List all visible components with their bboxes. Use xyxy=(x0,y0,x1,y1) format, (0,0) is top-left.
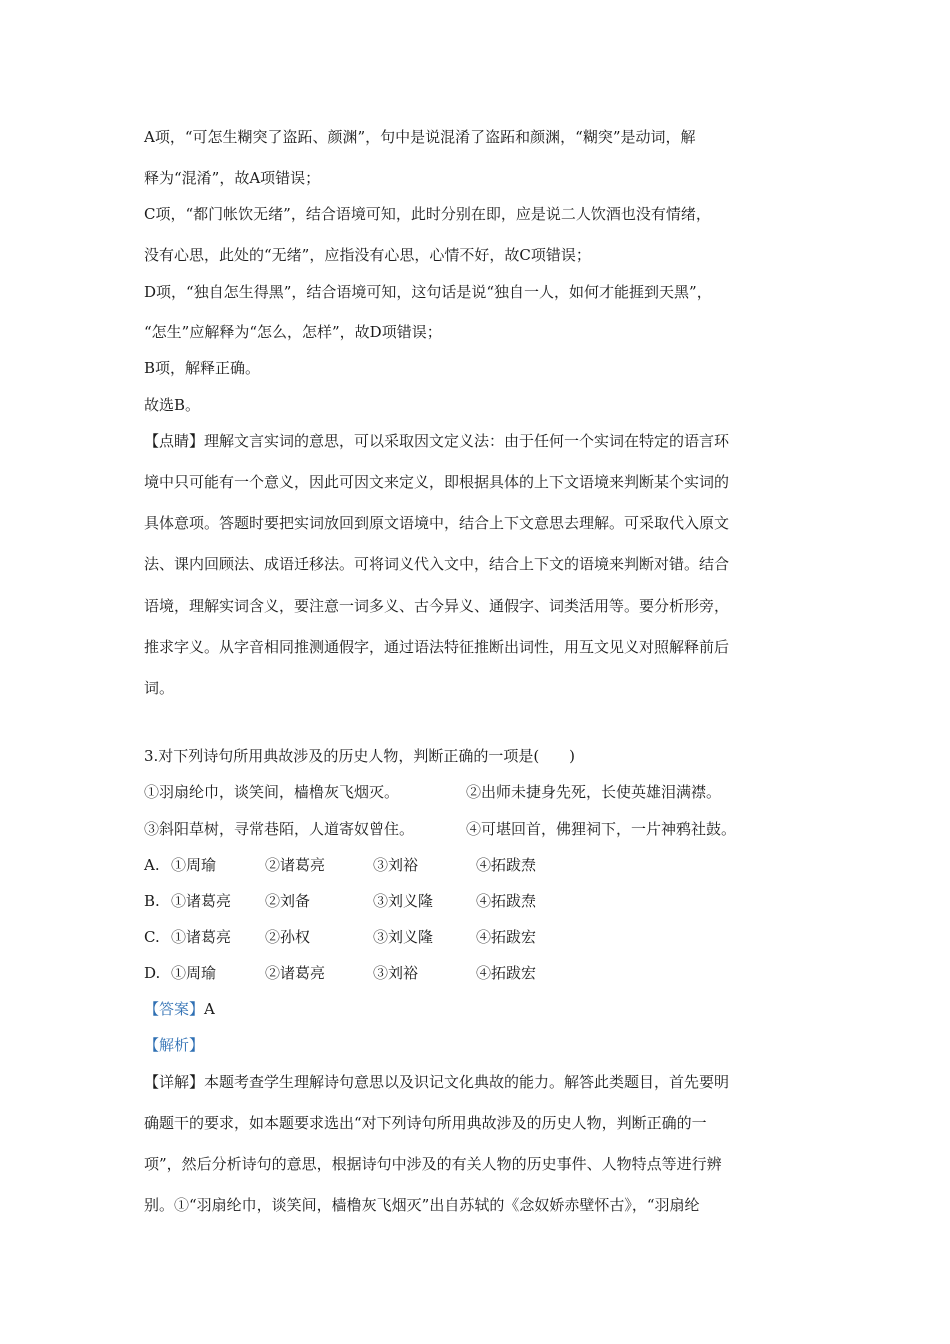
poem-line: ①羽扇纶巾，谈笑间，樯橹灰飞烟灭。 xyxy=(144,783,400,801)
analysis-line: 故选B。 xyxy=(144,396,201,414)
analysis-line: C项，“都门帐饮无绪”，结合语境可知，此时分别在即，应是说二人饮酒也没有情绪， xyxy=(144,205,711,223)
analysis-line: D项，“独自怎生得黑”，结合语境可知，这句话是说“独自一人，如何才能捱到天黑”， xyxy=(144,283,712,301)
option-item: ②诸葛亮 xyxy=(265,856,326,874)
option-item: ④拓跋宏 xyxy=(476,928,537,946)
question-stem: 3.对下列诗句所用典故涉及的历史人物，判断正确的一项是( ) xyxy=(144,747,576,765)
option-item: ③刘裕 xyxy=(373,856,419,874)
option-letter: D. xyxy=(144,964,161,982)
dianjing-paragraph-first xyxy=(144,431,830,451)
detail-line: 项”，然后分析诗句的意思，根据诗句中涉及的有关人物的历史事件、人物特点等进行辨 xyxy=(144,1155,722,1173)
analysis-line: A项，“可怎生糊突了盗跖、颜渊”，句中是说混淆了盗跖和颜渊，“糊突”是动词，解 xyxy=(144,128,696,146)
option-letter: B. xyxy=(144,892,160,910)
dianjing-line: 具体意项。答题时要把实词放回到原文语境中，结合上下文意思去理解。可采取代入原文 xyxy=(144,514,730,532)
analysis-tag: 【解析】 xyxy=(144,1036,205,1054)
option-item: ①诸葛亮 xyxy=(171,892,232,910)
poem-line: ④可堪回首，佛狸祠下，一片神鸦社鼓。 xyxy=(466,820,737,838)
dianjing-line: 法、课内回顾法、成语迁移法。可将词义代入文中，结合上下文的语境来判断对错。结合 xyxy=(144,555,730,573)
answer-value: A xyxy=(204,1000,215,1018)
option-item: ③刘裕 xyxy=(373,964,419,982)
detail-line: 别。①“羽扇纶巾，谈笑间，樯橹灰飞烟灭”出自苏轼的《念奴娇赤壁怀古》，“羽扇纶 xyxy=(144,1196,700,1214)
analysis-line: “怎生”应解释为“怎么，怎样”，故D项错误； xyxy=(144,323,442,341)
dianjing-line: 境中只可能有一个意义，因此可因文来定义，即根据具体的上下文语境来判断某个实词的 xyxy=(144,473,730,491)
option-item: ①周瑜 xyxy=(171,964,217,982)
poem-line: ③斜阳草树，寻常巷陌，人道寄奴曾住。 xyxy=(144,820,415,838)
dianjing-line: 语境，理解实词含义，要注意一词多义、古今异义、通假字、词类活用等。要分析形旁， xyxy=(144,597,730,615)
poem-line: ②出师未捷身先死，长使英雄泪满襟。 xyxy=(466,783,722,801)
option-item: ①周瑜 xyxy=(171,856,217,874)
dianjing-line: 推求字义。从字音相同推测通假字，通过语法特征推断出词性，用互文见义对照解释前后 xyxy=(144,638,730,656)
detail-tag: 【详解】 xyxy=(144,1073,205,1091)
detail-line: 确题干的要求，如本题要求选出“对下列诗句所用典故涉及的历史人物，判断正确的一 xyxy=(144,1114,707,1132)
option-item: ③刘义隆 xyxy=(373,892,434,910)
dianjing-line: 理解文言实词的意思，可以采取因文定义法：由于任何一个实词在特定的语言环 xyxy=(204,432,730,450)
detail-line: 本题考查学生理解诗句意思以及识记文化典故的能力。解答此类题目，首先要明 xyxy=(204,1073,730,1091)
option-item: ③刘义隆 xyxy=(373,928,434,946)
analysis-heading xyxy=(144,1035,830,1055)
option-item: ④拓跋焘 xyxy=(476,892,537,910)
option-item: ④拓跋焘 xyxy=(476,856,537,874)
option-letter: C. xyxy=(144,928,160,946)
answer-line xyxy=(144,999,830,1019)
answer-tag: 【答案】 xyxy=(144,1000,205,1018)
option-item: ②刘备 xyxy=(265,892,311,910)
analysis-line: 释为“混淆”，故A项错误； xyxy=(144,169,321,187)
option-item: ①诸葛亮 xyxy=(171,928,232,946)
detail-paragraph-first xyxy=(144,1072,830,1092)
option-item: ④拓跋宏 xyxy=(476,964,537,982)
option-item: ②诸葛亮 xyxy=(265,964,326,982)
dianjing-tag: 【点睛】 xyxy=(144,432,205,450)
analysis-line: 没有心思，此处的“无绪”，应指没有心思，心情不好，故C项错误； xyxy=(144,246,591,264)
analysis-line: B项，解释正确。 xyxy=(144,359,261,377)
option-item: ②孙权 xyxy=(265,928,311,946)
option-letter: A. xyxy=(144,856,160,874)
dianjing-line: 词。 xyxy=(144,679,175,697)
